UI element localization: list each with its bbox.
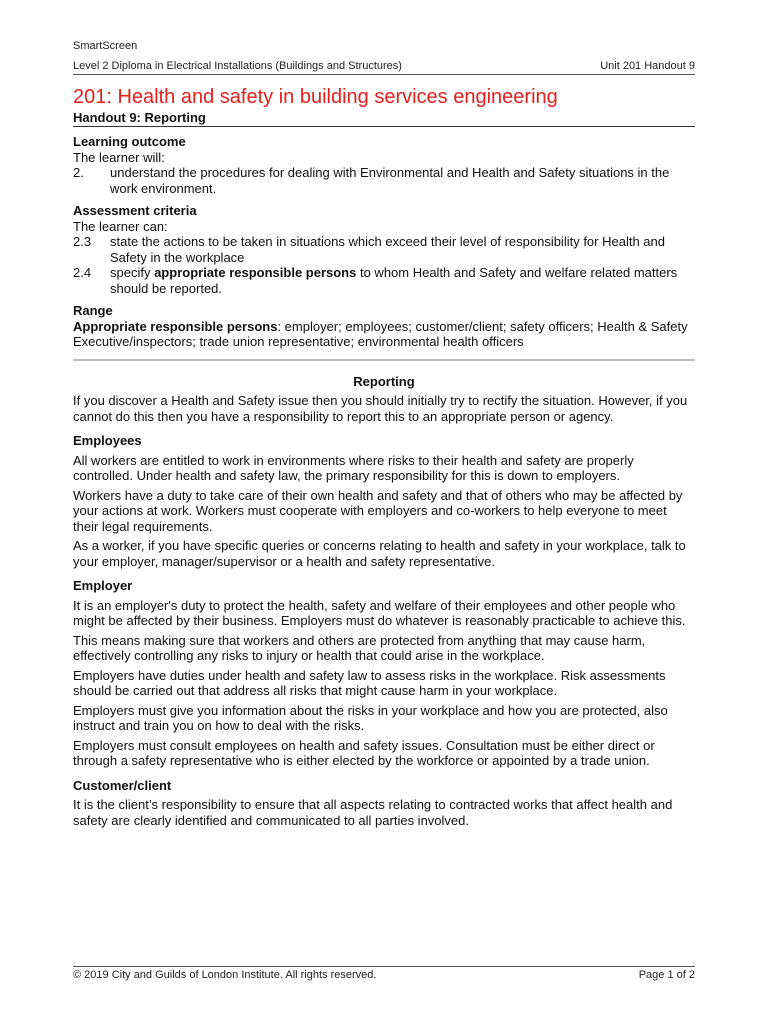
item-number: 2.4 — [73, 265, 92, 280]
employees-heading: Employees — [73, 433, 142, 448]
brand-name: SmartScreen — [73, 40, 138, 52]
item-number: 2.3 — [73, 234, 92, 249]
page-number: Page 1 of 2 — [638, 969, 695, 981]
page-footer — [73, 966, 695, 981]
assessment-heading: Assessment criteria — [73, 203, 197, 218]
item-text-pre: specify — [110, 265, 155, 280]
copyright-text: © 2019 City and Guilds of London Institute. All rights reserved. — [73, 969, 377, 981]
item-number: 2. — [73, 165, 84, 180]
section-divider — [73, 359, 695, 361]
employer-paragraph: Employers must consult employees on health and safety issues. Consultation must be either direct or through a safety representative who is either elected by the workforce or appointed by a trade union. — [73, 737, 655, 768]
item-text-bold: appropriate responsible persons — [154, 265, 357, 280]
range-list: : employer; employees; customer/client; safety officers; Health & Safety Executive/inspectors; trade union representative; environmental health officers — [73, 318, 688, 349]
course-header — [73, 60, 695, 75]
learning-outcome-heading: Learning outcome — [73, 134, 186, 149]
learning-outcome-intro: The learner will: — [73, 149, 165, 165]
item-text: understand the procedures for dealing with Environmental and Health and Safety situations in the work environment. — [110, 165, 670, 196]
item-text-post: to whom Health and Safety and welfare related matters should be reported. — [110, 265, 678, 296]
assessment-intro: The learner can: — [73, 218, 168, 234]
assessment-item — [73, 234, 695, 265]
item-text — [110, 265, 695, 296]
employer-paragraph: Employers must give you information about the risks in your workplace and how you are protected, also instruct and train you on how to deal with the risks. — [73, 702, 668, 733]
employer-paragraph: Employers have duties under health and safety law to assess risks in the workplace. Risk assessments should be carried out that address all risks that might cause harm in your workplace. — [73, 667, 666, 698]
course-title: Level 2 Diploma in Electrical Installations (Buildings and Structures) — [73, 60, 402, 72]
employer-heading: Employer — [73, 578, 133, 593]
range-bold: Appropriate responsible persons — [73, 318, 278, 334]
customer-heading: Customer/client — [73, 777, 172, 793]
reporting-heading: Reporting — [353, 373, 415, 389]
page-subtitle: Handout 9: Reporting — [73, 110, 695, 127]
learning-outcome-item — [73, 165, 695, 196]
employees-paragraph: Workers have a duty to take care of their own health and safety and that of others who may be affected by your actions at work. Workers must cooperate with employers and co-workers to help everyone to meet their legal requirements. — [73, 487, 683, 534]
document-body — [73, 134, 695, 828]
range-text — [73, 319, 695, 350]
employees-paragraph: As a worker, if you have specific queries or concerns relating to health and safety in your workplace, talk to your employer, manager/supervisor or a health and safety representative. — [73, 538, 686, 569]
item-text: state the actions to be taken in situations which exceed their level of responsibility for Health and Safety in the workplace — [110, 234, 665, 265]
page-title: 201: Health and safety in building services engineering — [73, 86, 558, 108]
employees-paragraph: All workers are entitled to work in environments where risks to their health and safety are properly controlled. Under health and safety law, the primary responsibility for this is down to employers. — [73, 452, 634, 483]
employer-paragraph: This means making sure that workers and others are protected from anything that may cause harm, effectively controlling any risks to injury or health that could arise in the workplace. — [73, 632, 646, 663]
employer-paragraph: It is an employer's duty to protect the health, safety and welfare of their employees and other people who might be affected by their business. Employers must do whatever is reasonably practicable to achieve this. — [73, 597, 686, 628]
reporting-intro: If you discover a Health and Safety issue then you should initially try to rectify the situation. However, if you cannot do this then you have a responsibility to report this to an appropriate person or agency. — [73, 393, 688, 424]
range-heading: Range — [73, 303, 113, 318]
unit-label: Unit 201 Handout 9 — [600, 60, 695, 72]
customer-paragraph: It is the client’s responsibility to ensure that all aspects relating to contracted works that affect health and safety are clearly identified and communicated to all parties involved. — [73, 797, 673, 828]
assessment-item — [73, 265, 695, 296]
